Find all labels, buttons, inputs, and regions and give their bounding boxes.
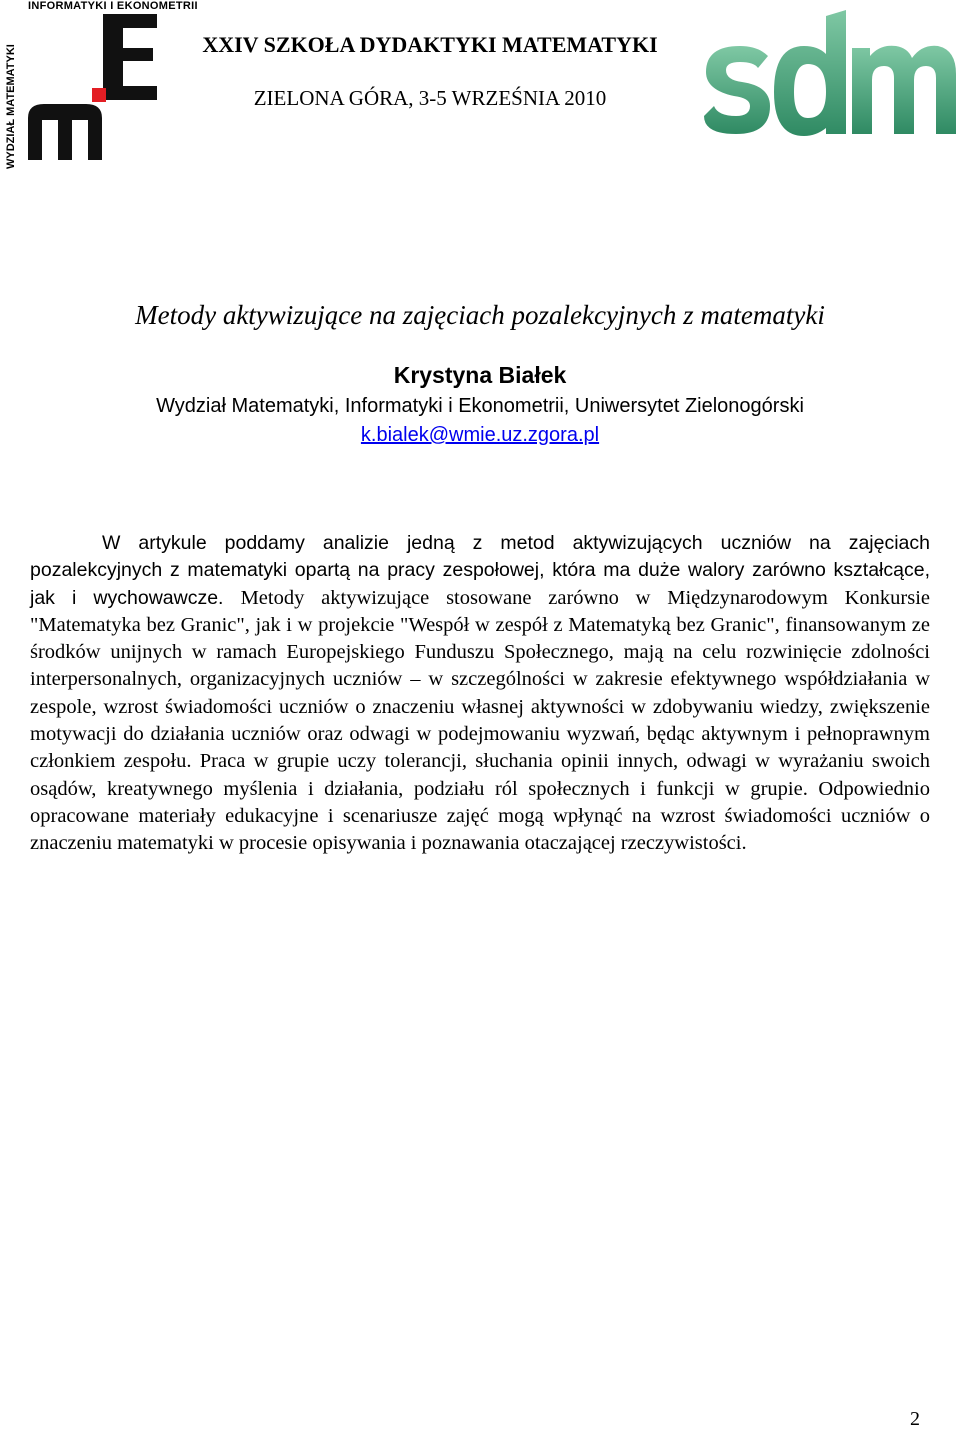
- faculty-logo-top-text: INFORMATYKI I EKONOMETRII: [28, 0, 198, 12]
- author-name: Krystyna Białek: [393, 362, 567, 388]
- abstract-part-1: W artykule poddamy analizie jedną z metod aktywizujących uczniów na zajęciach pozalekcyjnych z matematyki opartą na pracy zespołowej, która ma duże walory zarówno kształcące, jak i wychowawcze.: [30, 532, 930, 609]
- abstract-part-2: Metody aktywizujące stosowane zarówno w Międzynarodowym Konkursie "Matematyka bez Granic", jak i w projekcie "Wespół w zespół z Matematyką bez Granic", finansowanym ze środków unijnych w ramach Europejskiego Funduszu Społecznego, mają na celu rozwinięcie zdolności interpersonalnych, organizacyjnych uczniów – w szczególności w zakresie efektywnego współdziałania w zespole, wzrost świadomości uczniów o znaczeniu własnej aktywności w zdobywaniu wiedzy, zwiększenie motywacji do działania uczniów oraz odwagi w podejmowaniu wyzwań, będąc aktywnym i pełnoprawnym członkiem zespołu. Praca w grupie uczy tolerancji, słuchania opinii innych, odwagi w wyrażaniu swoich osądów, kreatywnego myślenia i działania, podziału ról społecznych i funkcji w grupie. Odpowiednio opracowane materiały edukacyjne i scenariusze zajęć mogą wpłynąć na wzrost świadomości uczniów o znaczeniu matematyki w procesie opisywania i poznawania otaczającej rzeczywistości.: [30, 586, 930, 855]
- faculty-logo-side-text: WYDZIAŁ MATEMATYKI: [5, 44, 17, 169]
- author-email-link[interactable]: k.bialek@wmie.uz.zgora.pl: [360, 424, 600, 446]
- sdm-logo: [696, 6, 958, 136]
- author-affiliation: Wydział Matematyki, Informatyki i Ekonometrii, Uniwersytet Zielonogórski: [156, 395, 804, 417]
- faculty-logo-graphic: [0, 0, 160, 162]
- faculty-logo: [0, 0, 198, 169]
- page-number: 2: [910, 1408, 920, 1430]
- author-email: [0, 424, 960, 447]
- article-title: Metody aktywizujące na zajęciach pozalekcyjnych z matematyki: [135, 300, 825, 330]
- header-title: XXIV SZKOŁA DYDAKTYKI MATEMATYKI: [202, 32, 658, 57]
- abstract-paragraph: [30, 530, 930, 858]
- sdm-logo-graphic: [696, 6, 958, 136]
- header-subtitle: ZIELONA GÓRA, 3-5 WRZEŚNIA 2010: [253, 86, 607, 110]
